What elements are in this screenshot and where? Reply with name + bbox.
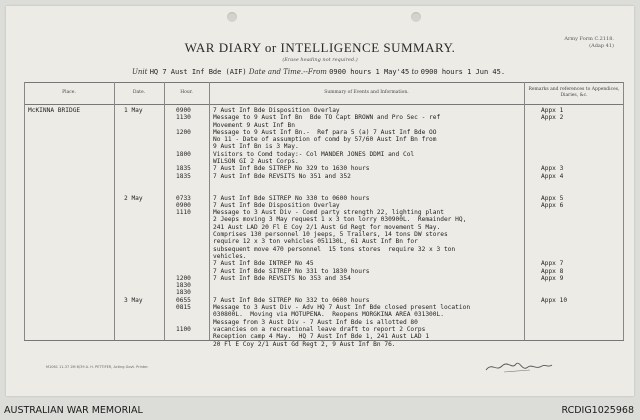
hours-block-2-may: 0733 0900 1110 1200 1830 1830 <box>176 194 191 297</box>
hours-block-1-may: 0900 1130 1200 1800 1835 1835 <box>176 107 191 180</box>
period-from: 0900 hours 1 May'45 <box>329 68 410 76</box>
punch-hole-right <box>411 12 421 22</box>
column-rule-left <box>24 82 25 340</box>
unit-date-line <box>132 68 505 76</box>
remarks-block-2-may: Appx 5 Appx 6 Appx 7 Appx 8 Appx 9 <box>541 194 564 282</box>
column-header-place: Place. <box>62 90 76 95</box>
remarks-block-1-may: Appx 1 Appx 2 Appx 3 Appx 4 <box>541 107 564 180</box>
date-prefix: Date and Time.--From <box>248 68 327 76</box>
diary-sheet <box>6 6 634 396</box>
place-entry: McKINNA BRIDGE <box>28 107 81 114</box>
page-subtitle: (Erase heading not required.) <box>282 57 358 63</box>
column-header-summary: Summary of Events and Information. <box>324 90 409 95</box>
column-rule-date <box>164 82 165 340</box>
column-rule-summary <box>524 82 525 340</box>
column-rule-right <box>623 82 624 340</box>
army-form-reference <box>564 36 614 50</box>
remarks-block-3-may: Appx 10 <box>541 296 568 304</box>
record-id: RCDIG1025968 <box>561 405 634 416</box>
archive-name: AUSTRALIAN WAR MEMORIAL <box>4 405 143 416</box>
handwritten-signature <box>484 358 554 376</box>
summary-block-1-may: 7 Aust Inf Bde Disposition Overlay Message to 9 Aust Inf Bn Bde TO Capt BROWN and Pro Sec - ref Movement 9 Aust Inf Bn Message to 9 Aust Inf Bn.- Ref para 5 (a) 7 Aust Inf Bde OO No 11 - Date of assumption of comd by 57/60 Aust Inf Bn from 9 Aust Inf Bn is 3 May. Visitors to Comd today:- Col MANDER JONES DDMI and Col WILSON GI 2 Aust Corps. 7 Aust Inf Bde SITREP No 329 to 1630 hours 7 Aust Inf Bde REVSITS No 351 and 352 <box>213 107 441 180</box>
unit-name: HQ 7 Aust Inf Bde (AIF) <box>149 68 247 76</box>
date-1-may: 1 May <box>124 107 143 114</box>
form-adaptation: (Adap 41) <box>589 43 614 49</box>
date-2-may: 2 May <box>124 194 143 202</box>
period-to: 0900 hours 1 Jun 45. <box>420 68 506 76</box>
date-3-may: 3 May <box>124 296 143 304</box>
punch-hole-left <box>227 12 237 22</box>
archive-footer-bar <box>0 400 640 420</box>
column-header-remarks: Remarks and references to Appendices, Diaries, &c. <box>528 87 620 98</box>
page-title: WAR DIARY or INTELLIGENCE SUMMARY. <box>184 40 456 55</box>
printer-imprint: M1061 11-37 2M 8/39 A. H. PETTIFER, Acting Govt. Printer. <box>46 365 149 369</box>
hours-block-3-may: 0655 0815 1100 <box>176 296 191 333</box>
unit-prefix: Unit <box>132 68 148 76</box>
column-rule-place <box>114 82 115 340</box>
column-header-date: Date. <box>132 90 146 95</box>
form-number: Army Form C.2118. <box>564 36 614 42</box>
column-rule-hour <box>209 82 210 340</box>
summary-block-2-may: 7 Aust Inf Bde SITREP No 330 to 0600 hours 7 Aust Inf Bde Disposition Overlay Message to 3 Aust Div - Comd party strength 22, lighting plant 2 Jeeps moving 3 May request 1 x 3 ton lorry 030900L. Remainder HQ, 241 Aust LAD 20 Fl E Coy 2/1 Aust Gd Regt for movement 5 May. Comprises 130 personnel 10 jeeps, 5 Trailers, 14 tons DW stores require 12 x 3 ton vehicles 051130L, 61 Aust Inf Bn for subsequent move 470 personnel 15 tons stores require 32 x 3 ton vehicles. 7 Aust Inf Bde INTREP No 45 7 Aust Inf Bde SITREP No 331 to 1830 hours 7 Aust Inf Bde REVSITS No 353 and 354 <box>213 194 467 282</box>
column-header-hour: Hour. <box>180 90 193 95</box>
summary-block-3-may: 7 Aust Inf Bde SITREP No 332 to 0600 hours Message to 3 Aust Div - Adv HQ 7 Aust Inf Bde closed present location 030800L. Moving via MOTUPENA. Reopens MORGKINA AREA 031300L. Message from 3 Aust Div - 7 Aust Inf Bde is allotted 80 vacancies on a recreational leave draft to report 2 Corps Reception camp 4 May. HQ 7 Aust Inf Bde 1, 241 Aust LAD 1 20 Fl E Coy 2/1 Aust Gd Regt 2, 9 Aust Inf Bn 76. <box>213 296 471 348</box>
to-prefix: to <box>411 68 419 76</box>
